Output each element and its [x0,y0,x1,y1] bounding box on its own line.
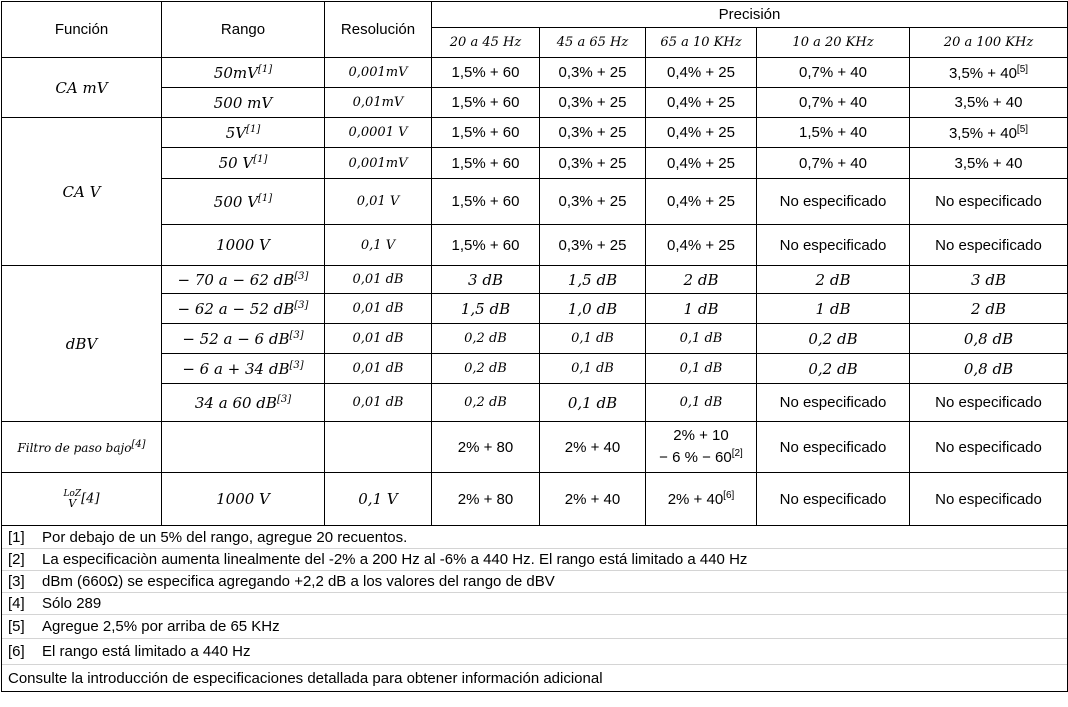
precision-cell: No especificado [757,422,910,473]
precision-cell: 0,2 dB [757,354,910,384]
funcion-loz: LoZ V [4] [2,473,162,526]
precision-cell: 0,7% + 40 [757,88,910,118]
resolucion-cell: 0,001mV [325,58,432,88]
precision-cell: 0,2 dB [432,354,540,384]
header-freq: 20 a 45 Hz [432,28,540,58]
precision-line: 2% + 10 [673,427,729,444]
note-row: [5] Agregue 2,5% por arriba de 65 KHz [2,615,1068,639]
rango-cell: 50mV[1] [162,58,325,88]
rango-cell [162,422,325,473]
precision-cell: 0,1 dB [646,384,757,422]
note-row: [6] El rango está limitado a 440 Hz [2,639,1068,665]
header-freq: 65 a 10 KHz [646,28,757,58]
rango-cell: − 70 a − 62 dB[3] [162,266,325,294]
funcion-filtro: Filtro de paso bajo[4] [2,422,162,473]
precision-line: − 6 % − 60[2] [659,448,743,466]
precision-cell: 1,5% + 60 [432,88,540,118]
precision-cell: No especificado [910,225,1068,266]
resolucion-cell: 0,0001 V [325,118,432,148]
precision-cell: No especificado [910,384,1068,422]
precision-cell: 0,1 dB [646,354,757,384]
funcion-dbv: dBV [2,266,162,422]
precision-cell: 0,1 dB [540,354,646,384]
rango-cell: 50 V[1] [162,148,325,179]
precision-cell: 0,2 dB [432,324,540,354]
note-row: [1] Por debajo de un 5% del rango, agregue 20 recuentos. [2,526,1068,549]
precision-cell: 0,4% + 25 [646,148,757,179]
funcion-ca-mv: CA mV [2,58,162,118]
precision-cell: 2 dB [646,266,757,294]
precision-cell: No especificado [757,179,910,225]
rango-cell: 500 V[1] [162,179,325,225]
precision-cell: 3 dB [910,266,1068,294]
precision-cell: 3,5% + 40 [910,88,1068,118]
precision-cell: 0,4% + 25 [646,179,757,225]
precision-cell: 3,5% + 40[5] [910,58,1068,88]
rango-cell: 1000 V [162,225,325,266]
note-row: [2] La especificaciòn aumenta linealmente del -2% a 200 Hz al -6% a 440 Hz. El rango está limitado a 440 Hz [2,549,1068,571]
precision-cell: 3 dB [432,266,540,294]
precision-cell: 2 dB [910,294,1068,324]
precision-cell: 0,7% + 40 [757,58,910,88]
resolucion-cell [325,422,432,473]
precision-cell: 1 dB [646,294,757,324]
header-rango: Rango [162,2,325,58]
resolucion-cell: 0,01 dB [325,266,432,294]
funcion-ca-v: CA V [2,118,162,266]
precision-cell: 0,2 dB [432,384,540,422]
precision-cell: 0,4% + 25 [646,58,757,88]
precision-cell: 0,8 dB [910,354,1068,384]
header-freq: 10 a 20 KHz [757,28,910,58]
rango-cell: − 62 a − 52 dB[3] [162,294,325,324]
precision-cell [646,422,757,473]
precision-cell: No especificado [757,225,910,266]
rango-cell: − 6 a + 34 dB[3] [162,354,325,384]
precision-cell: 1,5% + 60 [432,58,540,88]
precision-cell: 0,1 dB [646,324,757,354]
precision-cell: 2% + 40 [540,473,646,526]
precision-cell: 0,4% + 25 [646,118,757,148]
precision-cell: 0,3% + 25 [540,179,646,225]
precision-cell: 0,7% + 40 [757,148,910,179]
precision-cell: No especificado [910,422,1068,473]
precision-cell: 1,5% + 40 [757,118,910,148]
precision-cell: 2% + 80 [432,473,540,526]
precision-cell: 0,2 dB [757,324,910,354]
precision-cell: 2% + 80 [432,422,540,473]
precision-cell: 1,0 dB [540,294,646,324]
resolucion-cell: 0,01 V [325,179,432,225]
resolucion-cell: 0,001mV [325,148,432,179]
header-precision: Precisión [432,2,1068,28]
header-resolucion: Resolución [325,2,432,58]
precision-cell: 0,8 dB [910,324,1068,354]
precision-cell: 1,5% + 60 [432,118,540,148]
spec-table [1,1,1068,692]
precision-cell: 0,3% + 25 [540,225,646,266]
precision-cell: 1 dB [757,294,910,324]
rango-cell: 500 mV [162,88,325,118]
resolucion-cell: 0,1 V [325,473,432,526]
precision-cell: 0,3% + 25 [540,88,646,118]
rango-cell: 1000 V [162,473,325,526]
resolucion-cell: 0,01 dB [325,324,432,354]
footer-note: Consulte la introducción de especificaciones detallada para obtener información adicional [2,665,1068,692]
header-freq: 20 a 100 KHz [910,28,1068,58]
precision-cell: 0,1 dB [540,384,646,422]
resolucion-cell: 0,01 dB [325,294,432,324]
resolucion-cell: 0,01mV [325,88,432,118]
rango-cell: 5V[1] [162,118,325,148]
precision-cell: No especificado [757,473,910,526]
rango-cell: 34 a 60 dB[3] [162,384,325,422]
precision-cell: 0,3% + 25 [540,118,646,148]
precision-cell: 0,1 dB [540,324,646,354]
note-row: [3] dBm (660Ω) se especifica agregando +2,2 dB a los valores del rango de dBV [2,571,1068,593]
resolucion-cell: 0,01 dB [325,384,432,422]
precision-cell: 2% + 40 [540,422,646,473]
resolucion-cell: 0,01 dB [325,354,432,384]
precision-cell: 1,5% + 60 [432,179,540,225]
precision-cell: No especificado [910,179,1068,225]
precision-cell: 0,4% + 25 [646,225,757,266]
precision-cell: 1,5% + 60 [432,148,540,179]
precision-cell: 3,5% + 40[5] [910,118,1068,148]
precision-cell: 3,5% + 40 [910,148,1068,179]
rango-cell: − 52 a − 6 dB[3] [162,324,325,354]
precision-cell: 1,5 dB [540,266,646,294]
header-freq: 45 a 65 Hz [540,28,646,58]
precision-cell: 1,5% + 60 [432,225,540,266]
precision-cell: 0,4% + 25 [646,88,757,118]
header-funcion: Función [2,2,162,58]
precision-cell: 2% + 40[6] [646,473,757,526]
precision-cell: 2 dB [757,266,910,294]
note-row: [4] Sólo 289 [2,593,1068,615]
precision-cell: 1,5 dB [432,294,540,324]
precision-cell: 0,3% + 25 [540,148,646,179]
precision-cell: No especificado [757,384,910,422]
resolucion-cell: 0,1 V [325,225,432,266]
precision-cell: 0,3% + 25 [540,58,646,88]
precision-cell: No especificado [910,473,1068,526]
